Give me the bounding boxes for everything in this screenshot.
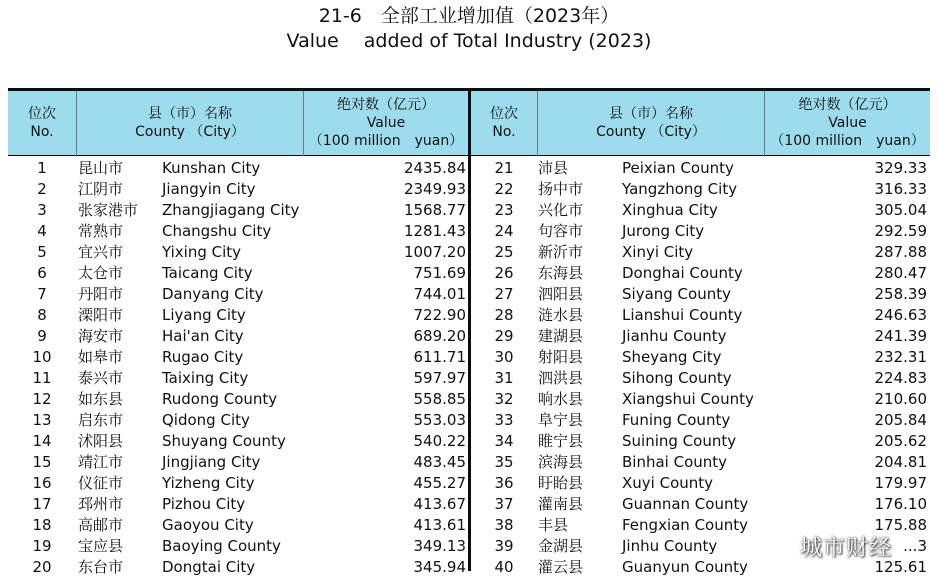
watermark: 城市财经 xyxy=(800,536,893,561)
header-rank-right xyxy=(471,91,537,155)
table-row xyxy=(8,200,930,221)
rank-cell: 18 xyxy=(32,516,52,534)
county-en-cell: Sheyang City xyxy=(622,348,722,366)
rank-cell: 15 xyxy=(32,453,52,471)
rank-cell: 27 xyxy=(494,285,514,303)
table-row xyxy=(8,515,930,536)
county-cn-cell: 如皋市 xyxy=(78,348,124,366)
rank-cell: 34 xyxy=(494,432,514,450)
county-en-cell: Pizhou City xyxy=(162,495,246,513)
county-en-cell: Baoying County xyxy=(162,537,281,555)
county-en-cell: Jiangyin City xyxy=(162,180,256,198)
rank-cell: 26 xyxy=(494,264,514,282)
value-cell: 751.69 xyxy=(413,264,466,282)
value-cell: 689.20 xyxy=(413,327,466,345)
rank-cell: 5 xyxy=(37,243,47,261)
rank-cell: 39 xyxy=(494,537,514,555)
rank-cell: 30 xyxy=(494,348,514,366)
county-cn-cell: 常熟市 xyxy=(78,222,124,240)
county-cn-cell: 扬中市 xyxy=(538,180,584,198)
value-cell: 329.33 xyxy=(874,159,927,177)
table-row xyxy=(8,284,930,305)
county-en-cell: Yixing City xyxy=(162,243,242,261)
county-cn-cell: 宝应县 xyxy=(78,537,124,555)
value-cell: 305.04 xyxy=(874,201,927,219)
county-cn-cell: 江阴市 xyxy=(78,180,124,198)
rank-cell: 10 xyxy=(32,348,52,366)
county-en-cell: Qidong City xyxy=(162,411,250,429)
rank-cell: 2 xyxy=(37,180,47,198)
rank-cell: 36 xyxy=(494,474,514,492)
rank-cell: 11 xyxy=(32,369,52,387)
value-cell: 175.88 xyxy=(874,516,927,534)
table-row xyxy=(8,158,930,179)
county-cn-cell: 丹阳市 xyxy=(78,285,124,303)
county-en-cell: Donghai County xyxy=(622,264,743,282)
county-en-cell: Peixian County xyxy=(622,159,734,177)
value-cell: 483.45 xyxy=(413,453,466,471)
value-cell: 1281.43 xyxy=(403,222,466,240)
county-cn-cell: 启东市 xyxy=(78,411,124,429)
table-row xyxy=(8,557,930,578)
value-cell: 176.10 xyxy=(874,495,927,513)
header-value-right xyxy=(765,91,930,155)
header-value-en: Value xyxy=(366,115,406,131)
rank-cell: 31 xyxy=(494,369,514,387)
rank-cell: 9 xyxy=(37,327,47,345)
value-cell: 1007.20 xyxy=(403,243,466,261)
county-cn-cell: 沭阳县 xyxy=(78,432,124,450)
rank-cell: 28 xyxy=(494,306,514,324)
county-cn-cell: 泰兴市 xyxy=(78,369,124,387)
county-en-cell: Fengxian County xyxy=(622,516,748,534)
county-en-cell: Yizheng City xyxy=(162,474,255,492)
value-cell: 611.71 xyxy=(413,348,466,366)
county-en-cell: Zhangjiagang City xyxy=(162,201,300,219)
value-cell: 210.60 xyxy=(874,390,927,408)
table-row xyxy=(8,473,930,494)
county-en-cell: Binhai County xyxy=(622,453,728,471)
rank-cell: 16 xyxy=(32,474,52,492)
header-county-en: County （City） xyxy=(135,124,245,140)
county-cn-cell: 溧阳市 xyxy=(78,306,124,324)
value-cell: 1568.77 xyxy=(403,201,466,219)
value-cell: 205.84 xyxy=(874,411,927,429)
value-cell: 241.39 xyxy=(874,327,927,345)
county-en-cell: Lianshui County xyxy=(622,306,743,324)
rank-cell: 7 xyxy=(37,285,47,303)
county-en-cell: Guannan County xyxy=(622,495,749,513)
rank-cell: 3 xyxy=(37,201,47,219)
value-cell: 224.83 xyxy=(874,369,927,387)
county-cn-cell: 兴化市 xyxy=(538,201,584,219)
value-cell: 280.47 xyxy=(874,264,927,282)
county-en-cell: Yangzhong City xyxy=(622,180,738,198)
table-row xyxy=(8,368,930,389)
header-value-en: Value xyxy=(828,115,867,131)
county-en-cell: Dongtai City xyxy=(162,558,256,576)
county-cn-cell: 丰县 xyxy=(538,516,569,534)
county-cn-cell: 邳州市 xyxy=(78,495,124,513)
table-title-en: Value added of Total Industry (2023) xyxy=(286,30,652,52)
county-cn-cell: 阜宁县 xyxy=(538,411,584,429)
value-cell: 125.61 xyxy=(874,558,927,576)
rank-cell: 20 xyxy=(32,558,52,576)
header-value-unit: （100 million yuan） xyxy=(308,133,464,149)
rank-cell: 1 xyxy=(37,159,47,177)
value-cell: 345.94 xyxy=(413,558,466,576)
value-cell: 316.33 xyxy=(874,180,927,198)
table-row xyxy=(8,410,930,431)
table-row xyxy=(8,326,930,347)
county-en-cell: Jinhu County xyxy=(622,537,718,555)
county-cn-cell: 东台市 xyxy=(78,558,124,576)
county-en-cell: Taixing City xyxy=(162,369,249,387)
table-row xyxy=(8,179,930,200)
table-row xyxy=(8,221,930,242)
value-cell: 455.27 xyxy=(413,474,466,492)
county-en-cell: Suining County xyxy=(622,432,737,450)
value-cell: 205.62 xyxy=(874,432,927,450)
county-cn-cell: 射阳县 xyxy=(538,348,584,366)
county-en-cell: Xuyi County xyxy=(622,474,714,492)
county-cn-cell: 昆山市 xyxy=(78,159,124,177)
county-cn-cell: 高邮市 xyxy=(78,516,124,534)
county-en-cell: Sihong County xyxy=(622,369,732,387)
value-cell: 413.61 xyxy=(413,516,466,534)
header-county-cn: 县（市）名称 xyxy=(609,106,693,122)
county-en-cell: Siyang County xyxy=(622,285,731,303)
rank-cell: 40 xyxy=(494,558,514,576)
table-row xyxy=(8,431,930,452)
header-county-right xyxy=(538,91,764,155)
value-cell: 2435.84 xyxy=(403,159,466,177)
table-row xyxy=(8,536,930,557)
county-en-cell: Rudong County xyxy=(162,390,278,408)
county-en-cell: Rugao City xyxy=(162,348,244,366)
value-cell: 540.22 xyxy=(413,432,466,450)
rank-cell: 14 xyxy=(32,432,52,450)
rank-cell: 19 xyxy=(32,537,52,555)
county-en-cell: Gaoyou City xyxy=(162,516,254,534)
county-cn-cell: 响水县 xyxy=(538,390,584,408)
county-en-cell: Guanyun County xyxy=(622,558,748,576)
county-cn-cell: 东海县 xyxy=(538,264,584,282)
county-en-cell: Changshu City xyxy=(162,222,272,240)
county-en-cell: Funing County xyxy=(622,411,731,429)
county-cn-cell: 如东县 xyxy=(78,390,124,408)
rank-cell: 4 xyxy=(37,222,47,240)
county-en-cell: Danyang City xyxy=(162,285,264,303)
header-rank-left xyxy=(8,91,76,155)
table-row xyxy=(8,389,930,410)
county-cn-cell: 滨海县 xyxy=(538,453,584,471)
county-cn-cell: 海安市 xyxy=(78,327,124,345)
rank-cell: 22 xyxy=(494,180,514,198)
table-row xyxy=(8,452,930,473)
rank-cell: 33 xyxy=(494,411,514,429)
table-row xyxy=(8,263,930,284)
value-cell: 246.63 xyxy=(874,306,927,324)
county-cn-cell: 张家港市 xyxy=(78,201,139,219)
county-en-cell: Jingjiang City xyxy=(162,453,261,471)
rank-cell: 29 xyxy=(494,327,514,345)
county-cn-cell: 灌云县 xyxy=(538,558,584,576)
value-cell: ...3 xyxy=(903,537,927,555)
header-rank-en: No. xyxy=(30,124,54,140)
header-rank-cn: 位次 xyxy=(28,106,56,122)
county-cn-cell: 涟水县 xyxy=(538,306,584,324)
county-en-cell: Shuyang County xyxy=(162,432,286,450)
header-value-cn: 绝对数（亿元） xyxy=(337,97,435,113)
value-cell: 292.59 xyxy=(874,222,927,240)
value-cell: 597.97 xyxy=(413,369,466,387)
value-cell: 287.88 xyxy=(874,243,927,261)
rank-cell: 21 xyxy=(494,159,514,177)
county-en-cell: Liyang City xyxy=(162,306,246,324)
value-cell: 2349.93 xyxy=(403,180,466,198)
value-cell: 258.39 xyxy=(874,285,927,303)
county-en-cell: Taicang City xyxy=(162,264,253,282)
rank-cell: 17 xyxy=(32,495,52,513)
value-cell: 413.67 xyxy=(413,495,466,513)
table-row xyxy=(8,347,930,368)
header-county-en: County （City） xyxy=(596,124,706,140)
rank-cell: 32 xyxy=(494,390,514,408)
value-cell: 722.90 xyxy=(413,306,466,324)
county-cn-cell: 靖江市 xyxy=(78,453,124,471)
table-row xyxy=(8,242,930,263)
rank-cell: 25 xyxy=(494,243,514,261)
value-cell: 553.03 xyxy=(413,411,466,429)
county-cn-cell: 盱眙县 xyxy=(538,474,584,492)
county-cn-cell: 句容市 xyxy=(538,222,584,240)
rank-cell: 38 xyxy=(494,516,514,534)
county-cn-cell: 金湖县 xyxy=(538,537,584,555)
value-cell: 558.85 xyxy=(413,390,466,408)
header-rank-cn: 位次 xyxy=(490,106,518,122)
rank-cell: 6 xyxy=(37,264,47,282)
county-cn-cell: 太仓市 xyxy=(78,264,124,282)
county-en-cell: Jianhu County xyxy=(622,327,727,345)
header-value-unit: （100 million yuan） xyxy=(770,133,925,149)
county-cn-cell: 新沂市 xyxy=(538,243,584,261)
value-cell: 179.97 xyxy=(874,474,927,492)
header-value-left xyxy=(304,91,468,155)
header-county-left xyxy=(77,91,303,155)
county-cn-cell: 泗阳县 xyxy=(538,285,584,303)
county-cn-cell: 灌南县 xyxy=(538,495,584,513)
header-county-cn: 县（市）名称 xyxy=(148,106,232,122)
county-cn-cell: 宜兴市 xyxy=(78,243,124,261)
county-cn-cell: 睢宁县 xyxy=(538,432,584,450)
value-cell: 349.13 xyxy=(413,537,466,555)
county-en-cell: Jurong City xyxy=(622,222,705,240)
county-en-cell: Hai'an City xyxy=(162,327,244,345)
county-en-cell: Kunshan City xyxy=(162,159,261,177)
table-row xyxy=(8,494,930,515)
rank-cell: 13 xyxy=(32,411,52,429)
county-cn-cell: 建湖县 xyxy=(538,327,584,345)
rank-cell: 12 xyxy=(32,390,52,408)
rank-cell: 35 xyxy=(494,453,514,471)
county-en-cell: Xiangshui County xyxy=(622,390,754,408)
county-en-cell: Xinghua City xyxy=(622,201,718,219)
rank-cell: 23 xyxy=(494,201,514,219)
county-cn-cell: 泗洪县 xyxy=(538,369,584,387)
header-value-cn: 绝对数（亿元） xyxy=(798,97,897,113)
rank-cell: 8 xyxy=(37,306,47,324)
table-row xyxy=(8,305,930,326)
county-cn-cell: 仪征市 xyxy=(78,474,124,492)
rank-cell: 24 xyxy=(494,222,514,240)
value-cell: 204.81 xyxy=(874,453,927,471)
value-cell: 232.31 xyxy=(874,348,927,366)
table-title-cn: 21-6 全部工业增加值（2023年） xyxy=(318,5,620,27)
header-rank-en: No. xyxy=(492,124,516,140)
rank-cell: 37 xyxy=(494,495,514,513)
county-cn-cell: 沛县 xyxy=(538,159,569,177)
value-cell: 744.01 xyxy=(413,285,466,303)
county-en-cell: Xinyi City xyxy=(622,243,694,261)
